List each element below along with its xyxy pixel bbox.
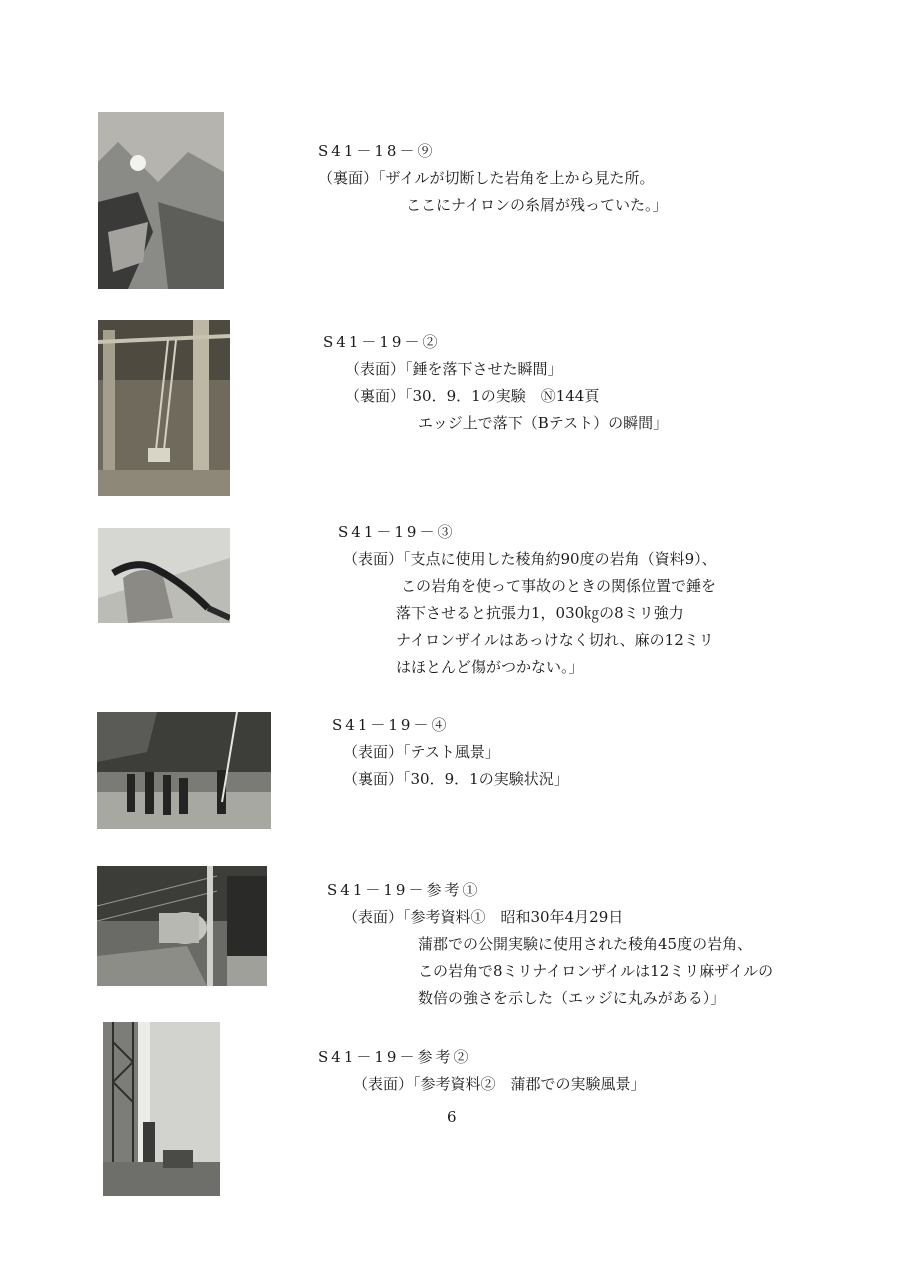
entry-id: S41－19－参考① [327,881,481,899]
caption-line: はほとんど傷がつかない。」 [396,658,584,676]
caption-line: （表面）「テスト風景」 [343,743,500,761]
entry-id: S41－18－⑨ [318,142,436,160]
entry-id: S41－19－④ [332,716,450,734]
caption-line: （表面）「支点に使用した稜角約90度の岩角（資料9）、 [343,550,717,568]
caption-line: （表面）「参考資料② 蒲郡での実験風景」 [353,1075,646,1093]
entry-id: S41－19－参考② [318,1048,472,1066]
caption-line: 蒲郡での公開実験に使用された稜角45度の岩角、 [418,935,753,953]
caption-line: エッジ上で落下（Bテスト）の瞬間」 [418,414,669,432]
caption-line: 落下させると抗張力1，030㎏の8ミリ強力 [396,604,684,622]
caption-line: （裏面）「30．9．1の実験 Ⓝ144頁 [345,387,600,405]
rock-crevice-photo [98,112,224,289]
gamagori-tower-photo [103,1022,220,1196]
caption-line: （表面）「参考資料① 昭和30年4月29日 [343,908,624,926]
rock-edge-photo [98,528,230,623]
caption-line: ナイロンザイルはあっけなく切れ、麻の12ミリ [396,631,714,649]
caption-line: この岩角を使って事故のときの関係位置で錘を [401,577,717,595]
entry-id: S41－19－② [323,333,441,351]
page-number: 6 [447,1108,457,1126]
caption-line: 数倍の強さを示した（エッジに丸みがある）」 [418,989,726,1007]
gamagori-rock-photo [97,866,267,986]
caption-line: （表面）「錘を落下させた瞬間」 [345,360,563,378]
entry-id: S41－19－③ [338,523,456,541]
weight-drop-photo [98,320,230,496]
caption-line: （裏面）「30．9．1の実験状況」 [343,770,569,788]
caption-line: この岩角で8ミリナイロンザイルは12ミリ麻ザイルの [418,962,774,980]
test-scene-photo [97,712,271,829]
caption-line: ここにナイロンの糸屑が残っていた。」 [406,196,668,214]
caption-line: （裏面）「ザイルが切断した岩角を上から見た所。 [318,169,655,187]
